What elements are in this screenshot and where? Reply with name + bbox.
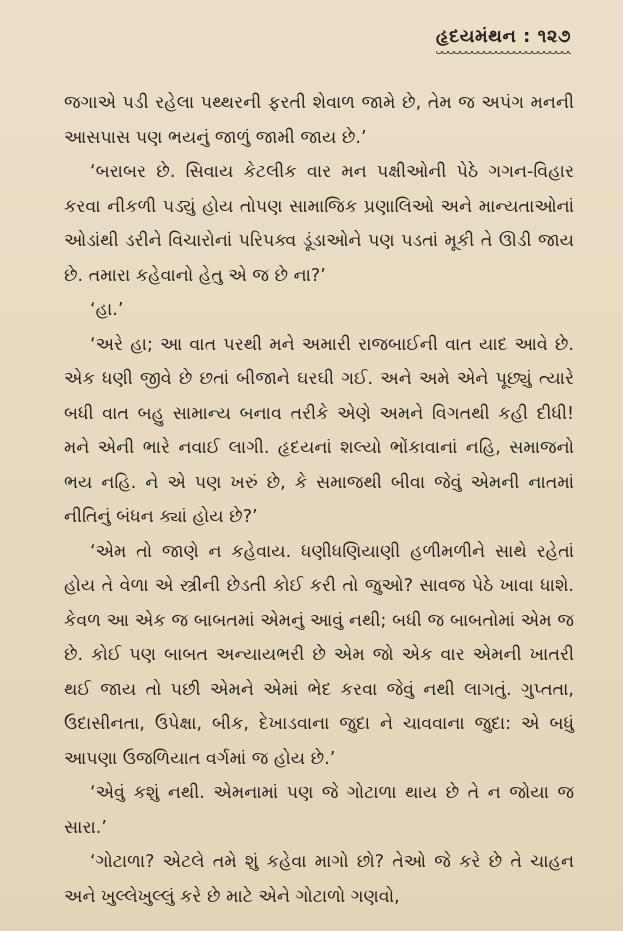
running-header [436, 26, 571, 55]
body-text [64, 86, 574, 914]
paragraph: જગાએ પડી રહેલા પથ્થરની ફરતી શેવાળ જામે છે, તેમ જ અપંગ મનની આસપાસ પણ ભયનું જાળું જામી જાય છે.’ [64, 93, 574, 148]
paragraph: ‘બરાબર છે. સિવાય કેટલીક વાર મન પક્ષીઓની પેઠે ગગન-વિહાર કરવા નીકળી પડ્યું હોય તોપણ સામાજિક પ્રણાલિઓ અને માન્યતાઓનાં ઓડાંથી ડરીને વિચારોનાં પરિપક્વ ડૂંડાઓને પણ પડતાં મૂકી તે ઊડી જાય છે. તમારા કહેવાનો હેતુ એ જ છે ના?’ [64, 162, 574, 286]
header-wavy-underline [436, 49, 571, 55]
paragraph: ‘એમ તો જાણે ન કહેવાય. ધણીધણિયાણી હળીમળીને સાથે રહેતાં હોય તે વેળા એ સ્ત્રીની છેડતી કોઈ કરી તો જુઓ? સાવજ પેઠે ખાવા ધાશે. કેવળ આ એક જ બાબતમાં એમનું આવું નથી; બધી જ બાબતોમાં એમ જ છે. કોઈ પણ બાબત અન્યાયભરી છે એમ જો એક વાર એમની ખાતરી થઈ જાય તો પછી એમને એમાં ભેદ કરવા જેવું નથી લાગતું. ગુપ્તતા, ઉદાસીનતા, ઉપેક્ષા, બીક, દેખાડવાના જુદા ને ચાવવાના જુદા: એ બધું આપણા ઉજળિયાત વર્ગમાં જ હોય છે.’ [64, 541, 574, 769]
paragraph: ‘એવું કશું નથી. એમનામાં પણ જે ગોટાળા થાય છે તે ન જોયા જ સારા.’ [64, 783, 574, 838]
paragraph: ‘અરે હા; આ વાત પરથી મને અમારી રાજબાઈની વાત યાદ આવે છે. એક ધણી જીવે છે છતાં બીજાને ઘરઘી ગઈ. અને અમે એને પૂછ્યું ત્યારે બધી વાત બહુ સામાન્ય બનાવ તરીકે એણે અમને વિગતથી કહી દીધી! મને એની ભારે નવાઈ લાગી. હૃદયનાં શલ્યો ભોંકાવાનાં નહિ, સમાજનો ભય નહિ. ને એ પણ ખરું છે, કે સમાજથી બીવા જેવું એમની નાતમાં નીતિનું બંધન ક્યાં હોય છે?’ [64, 334, 574, 527]
paragraph: ‘ગોટાળા? એટલે તમે શું કહેવા માગો છો? તેઓ જે કરે છે તે ચાહન અને ખુલ્લેખુલ્લું કરે છે માટે એને ગોટાળો ગણવો, [64, 852, 574, 907]
paragraph: ‘હા.’ [90, 300, 124, 320]
page-title: હૃદયમંથન : ૧૨૭ [435, 26, 571, 47]
